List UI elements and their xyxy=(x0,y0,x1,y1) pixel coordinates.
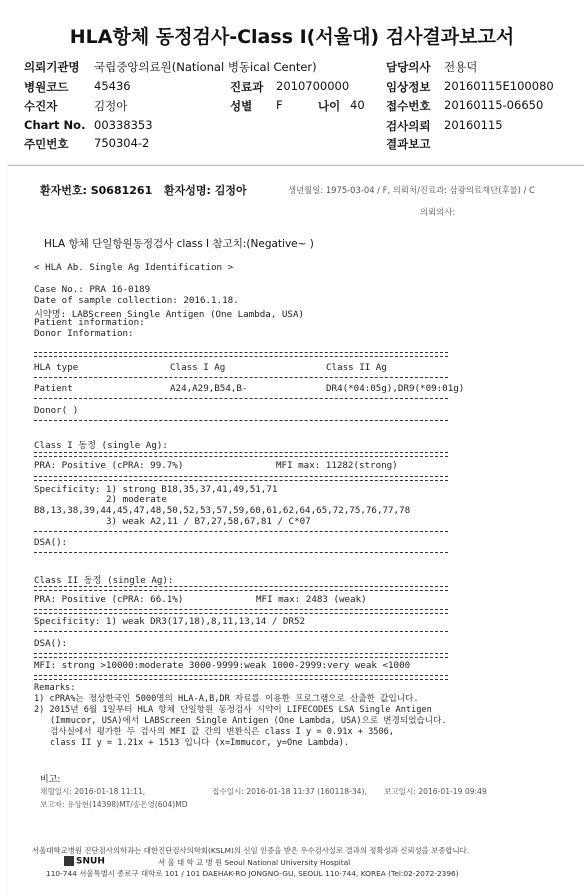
donor-row-label: Donor( ) xyxy=(34,405,79,416)
rrn-value: 750304-2 xyxy=(94,136,150,150)
class1-title: Class I 동정 (single Ag): xyxy=(34,440,168,451)
patient-number: 환자번호: S0681261 xyxy=(40,184,153,197)
case-number: Case No.: PRA 16-0189 xyxy=(34,284,151,295)
reagent-name: 시약명: LABScreen Single Antigen (One Lambda, USA) xyxy=(34,309,305,320)
remark-2b: (Immucor, USA)에서 LABScreen Single Antigen (One Lambda, USA)으로 변경되었습니다. xyxy=(50,716,447,726)
remarks-title: Remarks: xyxy=(34,683,76,693)
divider xyxy=(34,352,448,357)
divider xyxy=(34,377,448,378)
divider xyxy=(34,420,448,421)
report-heading: HLA 항체 단일항원동정검사 class I 참고치:(Negative~ ) xyxy=(44,238,314,250)
class2-pra: PRA: Positive (cPRA: 66.1%) xyxy=(34,594,184,605)
request-value: 20160115 xyxy=(444,118,503,132)
class1-mfi-max: MFI max: 11282(strong) xyxy=(276,460,398,471)
registered-time: 채혈일시: 2016-01-18 11:11, xyxy=(40,787,146,796)
footer-hospital-name: 서 울 대 학 교 병 원 Seoul National University Hospital xyxy=(158,858,351,867)
age-value: 40 xyxy=(350,98,365,112)
divider xyxy=(34,398,448,399)
class1-dsa: DSA(): xyxy=(34,537,68,548)
clinical-label: 임상정보 xyxy=(386,80,431,94)
divider xyxy=(34,586,448,591)
sex-value: F xyxy=(276,98,283,112)
mfi-legend: MFI: strong >10000:moderate 3000-9999:weak 1000-2999:very weak <1000 xyxy=(34,660,411,671)
divider xyxy=(34,552,448,553)
divider xyxy=(34,675,448,680)
patient-row-label: Patient xyxy=(34,383,73,394)
dept-label: 진료과 xyxy=(230,80,264,94)
examinee-label: 수진자 xyxy=(24,99,58,113)
note-label: 비고: xyxy=(40,775,61,785)
table-header-hla-type: HLA type xyxy=(34,362,79,373)
divider xyxy=(34,609,448,614)
hospital-code-value: 45436 xyxy=(94,79,131,93)
table-header-class2: Class II Ag xyxy=(326,362,387,373)
remark-2a: 2) 2015년 6월 1일부터 HLA 항체 단일항원 동정검사 시약이 LIFECODES LSA Single Antigen xyxy=(34,705,432,715)
class2-specificity: Specificity: 1) weak DR3(17,18),8,11,13,14 / DR52 xyxy=(34,616,306,627)
donor-information: Donor Information: xyxy=(34,328,134,339)
class1-specificity-weak: 3) weak A2,11 / B7,27,58,67,81 / C*07 xyxy=(106,516,311,527)
patient-class1-ag: A24,A29,B54,B- xyxy=(170,383,248,394)
class1-specificity-moderate-list: B8,13,38,39,44,45,47,48,50,52,53,57,59,60,61,62,64,65,72,75,76,77,78 xyxy=(34,505,411,516)
institution-value: 국립중앙의료원(National 병동ical Center) xyxy=(94,60,317,74)
clinical-value: 20160115E100080 xyxy=(444,79,554,93)
reporter: 보고자: 유상현(14398)MT/송은영(604)MD xyxy=(40,800,188,809)
age-label: 나이 xyxy=(318,99,341,113)
chart-value: 00338353 xyxy=(94,118,153,132)
class1-specificity-moderate: 2) moderate xyxy=(106,494,167,505)
divider xyxy=(34,653,448,658)
received-time: 접수일시: 2016-01-18 11:37 (160118-34), xyxy=(212,787,367,796)
class1-pra: PRA: Positive (cPRA: 99.7%) xyxy=(34,460,184,471)
remark-1: 1) cPRA%는 정상한국인 5000명의 HLA-A,B,DR 자료를 이용한 프로그램으로 산출한 값입니다. xyxy=(34,694,419,704)
institution-label: 의뢰기관명 xyxy=(24,60,80,74)
class2-mfi-max: MFI max: 2483 (weak) xyxy=(256,594,367,605)
request-label: 검사의뢰 xyxy=(386,119,431,133)
examinee-value: 김정아 xyxy=(94,99,128,113)
footer-logo xyxy=(64,856,105,867)
rrn-label: 주민번호 xyxy=(24,137,69,151)
divider xyxy=(34,631,448,632)
divider xyxy=(34,476,448,481)
class1-specificity-strong: Specificity: 1) strong B18,35,37,41,49,51,71 xyxy=(34,484,278,495)
receipt-value: 20160115-06650 xyxy=(444,98,544,112)
attending-value: 전용덕 xyxy=(444,60,478,74)
footer-certification: 서울대학교병원 진단검사의학과는 대한진단검사의학회(KSLM)의 신임 인증을 받은 우수검사실로 결과의 정확성과 신뢰성을 보증합니다. xyxy=(32,846,470,855)
result-label: 결과보고 xyxy=(386,137,431,151)
attending-label: 담당의사 xyxy=(386,60,431,74)
dept-value: 2010700000 xyxy=(276,79,350,93)
class2-title: Class II 동정 (single Ag): xyxy=(34,575,174,586)
sex-label: 성별 xyxy=(230,99,253,113)
table-header-class1: Class I Ag xyxy=(170,362,226,373)
remark-2c: 검사실에서 평가한 두 검사의 MFI 값 간의 변환식은 class I y = 0.91x + 3506, xyxy=(50,727,394,737)
reported-time: 보고일시: 2016-01-19 09:49 xyxy=(384,787,487,796)
patient-class2-ag: DR4(*04:05g),DR9(*09:01g) xyxy=(326,383,465,394)
snuh-logo-icon xyxy=(64,856,74,866)
requester-label: 의뢰의사: xyxy=(420,207,456,217)
footer-address: 110-744 서울특별시 종로구 대학로 101 / 101 DAEHAK-RO JONGNO-GU, SEOUL 110-744, KOREA (Tel:02-2072-2396) xyxy=(46,869,459,878)
collection-date: Date of sample collection: 2016.1.18. xyxy=(34,295,239,306)
hospital-code-label: 병원코드 xyxy=(24,80,69,94)
receipt-label: 접수번호 xyxy=(386,99,431,113)
patient-name: 환자성명: 김정아 xyxy=(164,184,247,197)
remark-2d: class II y = 1.21x + 1513 입니다 (x=Immucor, y=One Lambda). xyxy=(50,738,350,748)
class2-dsa: DSA(): xyxy=(34,638,68,649)
divider xyxy=(34,452,448,457)
chart-label: Chart No. xyxy=(24,118,86,132)
divider xyxy=(34,531,448,532)
footer-logo-text: SNUH xyxy=(76,856,105,867)
patient-info: 생년월일: 1975-03-04 / F, 의뢰처/진료과: 삼광의료재단(후불) / C xyxy=(288,185,535,195)
patient-information: Patient information: xyxy=(34,317,145,328)
page-title: HLA항체 동정검사-Class I(서울대) 검사결과보고서 xyxy=(69,26,515,48)
sub-heading: < HLA Ab. Single Ag Identification > xyxy=(34,262,234,273)
